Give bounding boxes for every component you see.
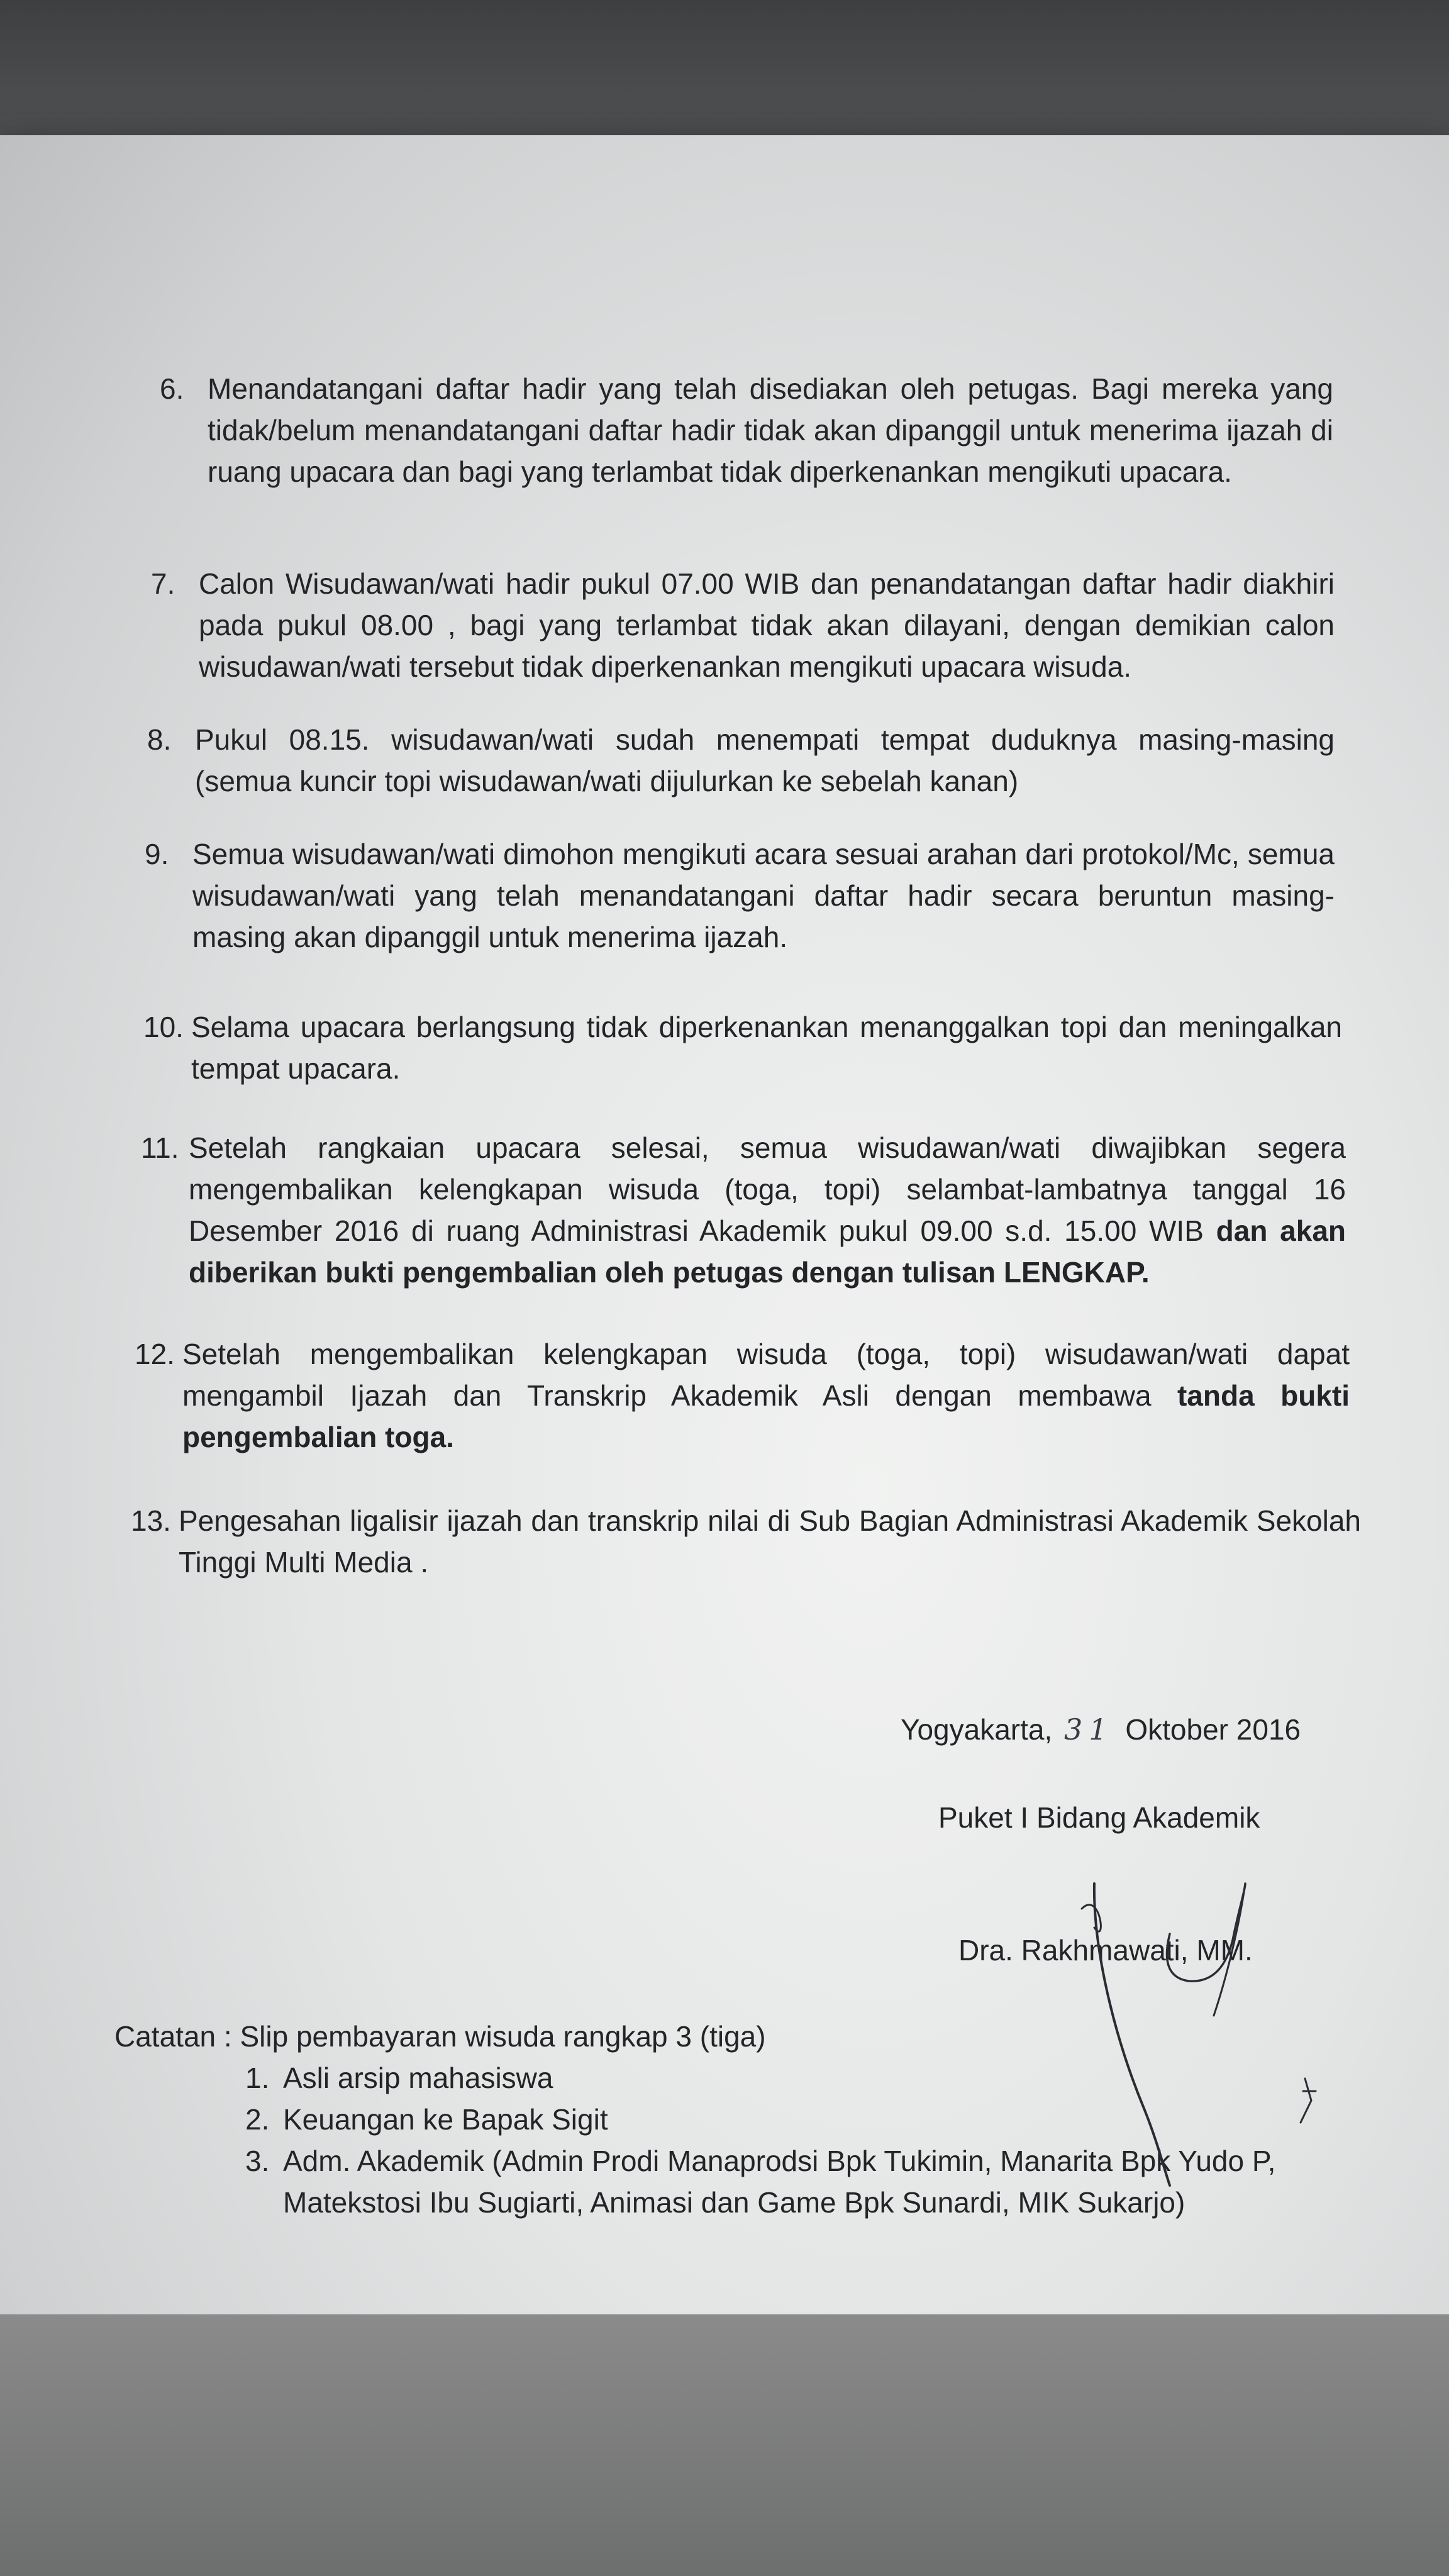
list-item [131,1500,1361,1583]
item-number: 13. [131,1504,171,1537]
item-text: Setelah mengembalikan kelengkapan wisuda (toga, topi) wisudawan/wati dapat mengambil Ijazah dan Transkrip Akademik Asli dengan membawa [182,1338,1350,1412]
list-item [151,563,1335,687]
item-text: Calon Wisudawan/wati hadir pukul 07.00 WIB dan penandatangan daftar hadir diakhiri pada pukul 08.00 , bagi yang terlambat tidak akan dilayani, dengan demikian calon wisudawan/wati tersebut tidak diperkenankan mengikuti upacara wisuda. [199,567,1335,683]
item-number: 8. [147,723,172,756]
note-text: Asli arsip mahasiswa [283,2062,553,2094]
month-year: Oktober 2016 [1125,1713,1301,1746]
item-number: 7. [151,567,175,600]
list-item [135,1333,1350,1458]
list-item [147,719,1335,802]
note-number: 2. [245,2103,270,2136]
item-text: Selama upacara berlangsung tidak diperkenankan menanggalkan topi dan meningalkan tempat upacara. [191,1011,1342,1085]
note-text: Adm. Akademik (Admin Prodi Manaprodsi Bpk Tukimin, Manarita Bpk Yudo P, Matekstosi Ibu Sugiarti, Animasi dan Game Bpk Sunardi, MIK Sukarjo) [283,2145,1276,2219]
item-number: 12. [135,1338,175,1370]
notes-heading: Catatan : Slip pembayaran wisuda rangkap 3 (tiga) [114,2020,766,2053]
item-text-bold: tanda bukti pengembalian toga. [182,1379,1350,1453]
item-text: Menandatangani daftar hadir yang telah disediakan oleh petugas. Bagi mereka yang tidak/belum menandatangani daftar hadir tidak akan dipanggil untuk menerima ijazah di ruang upacara dan bagi yang terlambat tidak diperkenankan mengikuti upacara. [208,372,1333,488]
note-number: 3. [245,2145,270,2177]
note-number: 1. [245,2062,270,2094]
list-item [245,2140,1377,2223]
signatory-position: Puket I Bidang Akademik [938,1801,1260,1834]
item-text: Setelah rangkaian upacara selesai, semua wisudawan/wati diwajibkan segera mengembalikan kelengkapan wisuda (toga, topi) selambat-lambatnya tanggal 16 Desember 2016 di ruang Administrasi Akademik pukul 09.00 s.d. 15.00 WIB [189,1131,1346,1247]
document-page [0,135,1449,2321]
notes-section [114,2016,1372,2223]
handwritten-day: 31 [1064,1713,1114,1746]
list-item [145,833,1335,958]
item-number: 6. [160,372,184,405]
place-date-prefix: Yogyakarta, [901,1713,1053,1746]
item-text: Pengesahan ligalisir ijazah dan transkrip nilai di Sub Bagian Administrasi Akademik Sekolah Tinggi Multi Media . [179,1504,1361,1579]
item-text: Pukul 08.15. wisudawan/wati sudah menempati tempat duduknya masing-masing (semua kuncir topi wisudawan/wati dijulurkan ke sebelah kanan) [195,723,1335,797]
item-text: Semua wisudawan/wati dimohon mengikuti acara sesuai arahan dari protokol/Mc, semua wisudawan/wati yang telah menandatangani daftar hadir secara beruntun masing-masing akan dipanggil untuk menerima ijazah. [192,838,1335,953]
item-number: 10. [143,1011,184,1043]
list-item [245,2057,1377,2099]
list-item [160,368,1333,492]
item-number: 11. [141,1131,179,1164]
notes-list [245,2057,1377,2223]
item-text-bold: dan akan diberikan bukti pengembalian oleh petugas dengan tulisan LENGKAP. [189,1214,1346,1289]
list-item [245,2099,1377,2140]
note-text: Keuangan ke Bapak Sigit [283,2103,608,2136]
signature-place-date [901,1711,1301,1748]
list-item [141,1127,1346,1293]
item-number: 9. [145,838,169,870]
table-surface [0,2314,1449,2576]
list-item [143,1006,1342,1089]
signatory-name: Dra. Rakhmawati, MM. [958,1934,1253,1967]
